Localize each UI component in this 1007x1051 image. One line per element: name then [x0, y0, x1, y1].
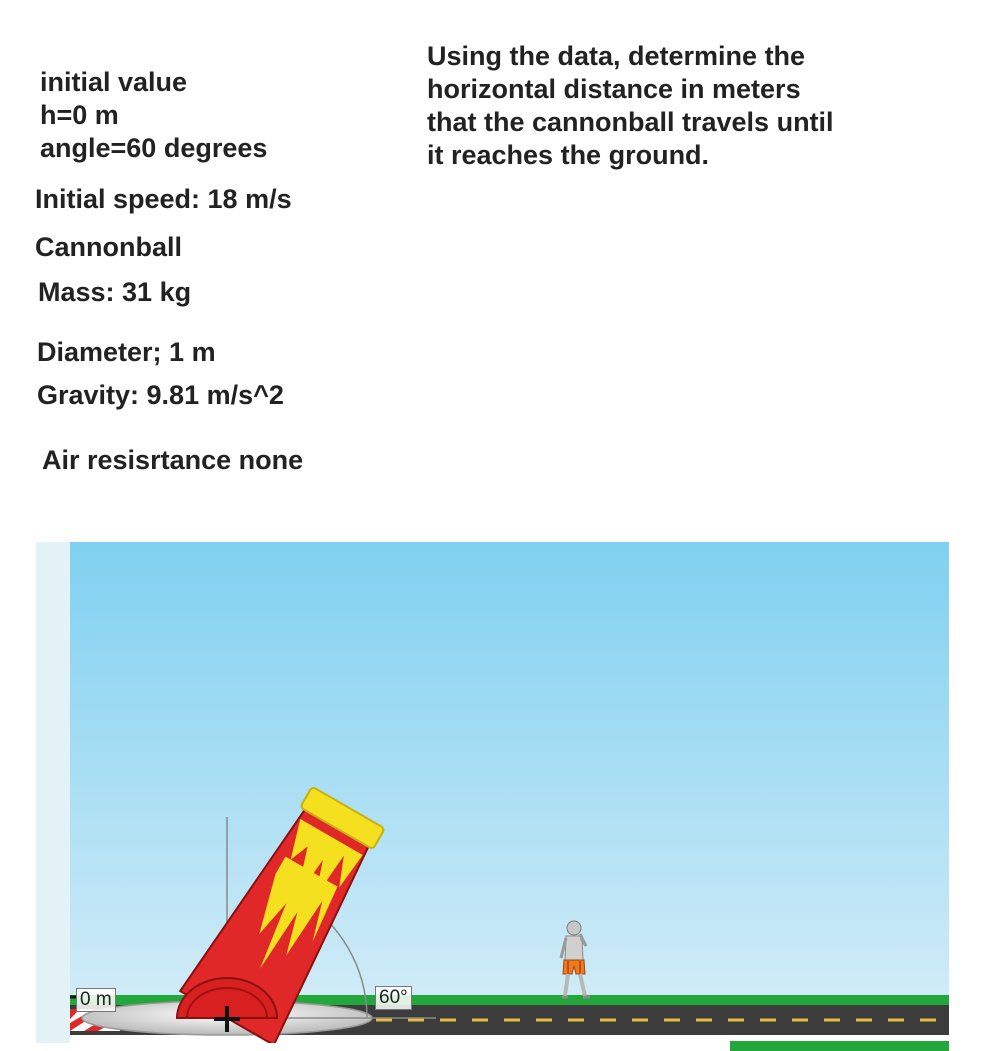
diameter-value: Diameter; 1 m: [37, 337, 216, 367]
angle-value: angle=60 degrees: [40, 133, 268, 163]
initial-speed-value: Initial speed: 18 m/s: [35, 184, 292, 214]
bottom-grass-strip: [730, 1041, 949, 1051]
initial-value-heading: initial value: [40, 67, 188, 97]
angle-label[interactable]: 60°: [375, 986, 412, 1010]
question-line-1: Using the data, determine the: [427, 41, 806, 71]
side-panel: [36, 542, 70, 1043]
height-value: h=0 m: [40, 100, 119, 130]
simulation-scene: [36, 542, 949, 1043]
air-resistance-value: Air resisrtance none: [42, 445, 304, 475]
mass-value: Mass: 31 kg: [38, 277, 192, 307]
height-label[interactable]: 0 m: [76, 988, 116, 1012]
question-line-4: it reaches the ground.: [427, 140, 710, 170]
simulation-canvas[interactable]: [36, 542, 949, 1043]
gravity-value: Gravity: 9.81 m/s^2: [37, 380, 284, 410]
question-line-3: that the cannonball travels until: [427, 107, 834, 137]
question-line-2: horizontal distance in meters: [427, 74, 801, 104]
question-text: [427, 40, 987, 172]
sky: [36, 542, 949, 1043]
object-name: Cannonball: [35, 232, 182, 262]
